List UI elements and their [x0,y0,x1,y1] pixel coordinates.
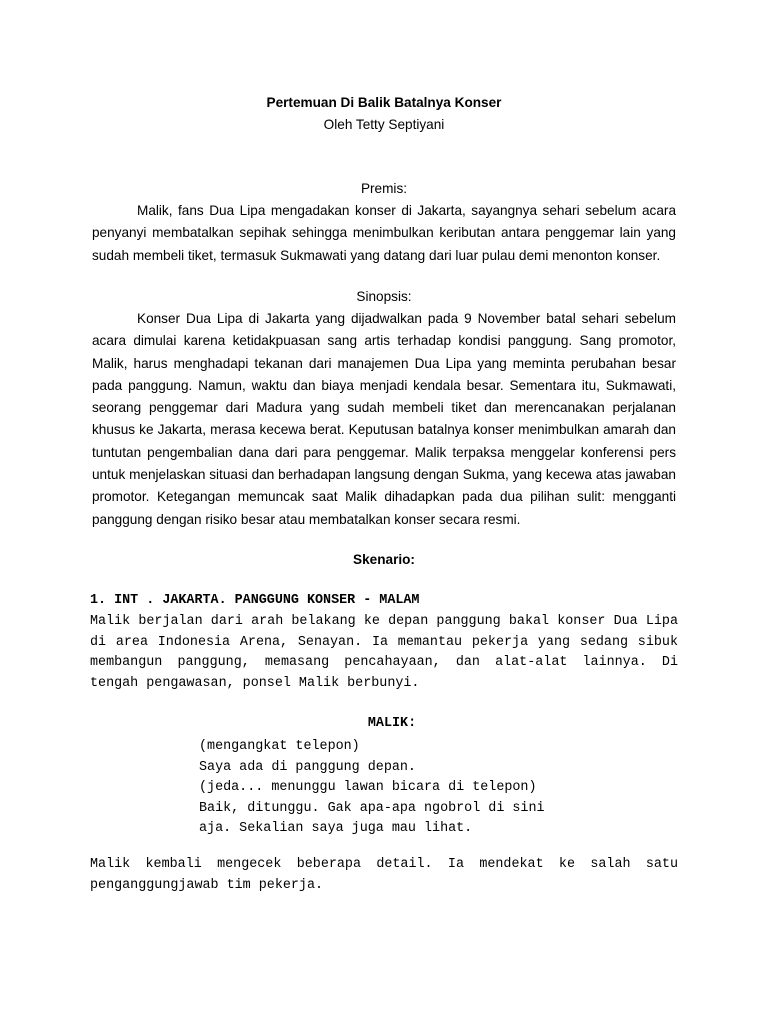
premis-heading: Premis: [360,181,408,196]
dialogue-line: (mengangkat telepon) [199,739,360,754]
dialogue-line: aja. Sekalian saya juga mau lihat. [199,821,473,837]
sinopsis-paragraph: Konser Dua Lipa di Jakarta yang dijadwalkan pada 9 November batal sehari sebelum acara dimulai karena ketidakpuasan sang artis terhadap kondisi panggung. Sang promotor, Malik, harus menghadapi tekanan dari manajemen Dua Lipa yang meminta perubahan besar pada panggung. Namun, waktu dan biaya menjadi kendala besar. Sementara itu, Sukmawati, seorang penggemar dari Madura yang sudah membeli tiket dan merencanakan perjalanan khusus ke Jakarta, merasa kecewa berat. Keputusan batalnya konser menimbulkan amarah dan tuntutan pengembalian dana dari para penggemar. Malik terpaksa menggelar konferensi pers untuk menjelaskan situasi dan berhadapan langsung dengan Sukma, yang kecewa atas jawaban promotor. Ketegangan memuncak saat Malik dihadapkan pada dua pilihan sulit: mengganti panggung dengan risiko besar atau membatalkan konser secara resmi. [92,311,676,527]
sinopsis-heading: Sinopsis: [356,289,412,304]
scene-heading: 1. INT . JAKARTA. PANGGUNG KONSER - MALAM [90,593,420,608]
dialogue-block [199,737,599,840]
skenario-heading: Skenario: [353,552,415,567]
document-author: Oleh Tetty Septiyani [323,117,445,132]
character-name: MALIK: [367,716,417,731]
action-paragraph: Malik kembali mengecek beberapa detail. Ia mendekat ke salah satu penganggungjawab tim pekerja. [90,857,678,893]
document-title: Pertemuan Di Balik Batalnya Konser [266,95,502,110]
action-paragraph: Malik berjalan dari arah belakang ke depan panggung bakal konser Dua Lipa di area Indonesia Arena, Senayan. Ia memantau pekerja yang sedang sibuk membangun panggung, memasang pencahayaan, dan alat-alat lainnya. Di tengah pengawasan, ponsel Malik berbunyi. [90,614,678,691]
premis-paragraph: Malik, fans Dua Lipa mengadakan konser di Jakarta, sayangnya sehari sebelum acara penyanyi membatalkan sepihak sehingga menimbulkan keributan antara penggemar lain yang sudah membeli tiket, termasuk Sukmawati yang datang dari luar pulau demi menonton konser. [92,203,676,263]
dialogue-line: (jeda... menunggu lawan bicara di telepon) [199,780,537,796]
dialogue-line: Saya ada di panggung depan. [199,759,416,775]
dialogue-line: Baik, ditunggu. Gak apa-apa ngobrol di sini [199,800,545,816]
